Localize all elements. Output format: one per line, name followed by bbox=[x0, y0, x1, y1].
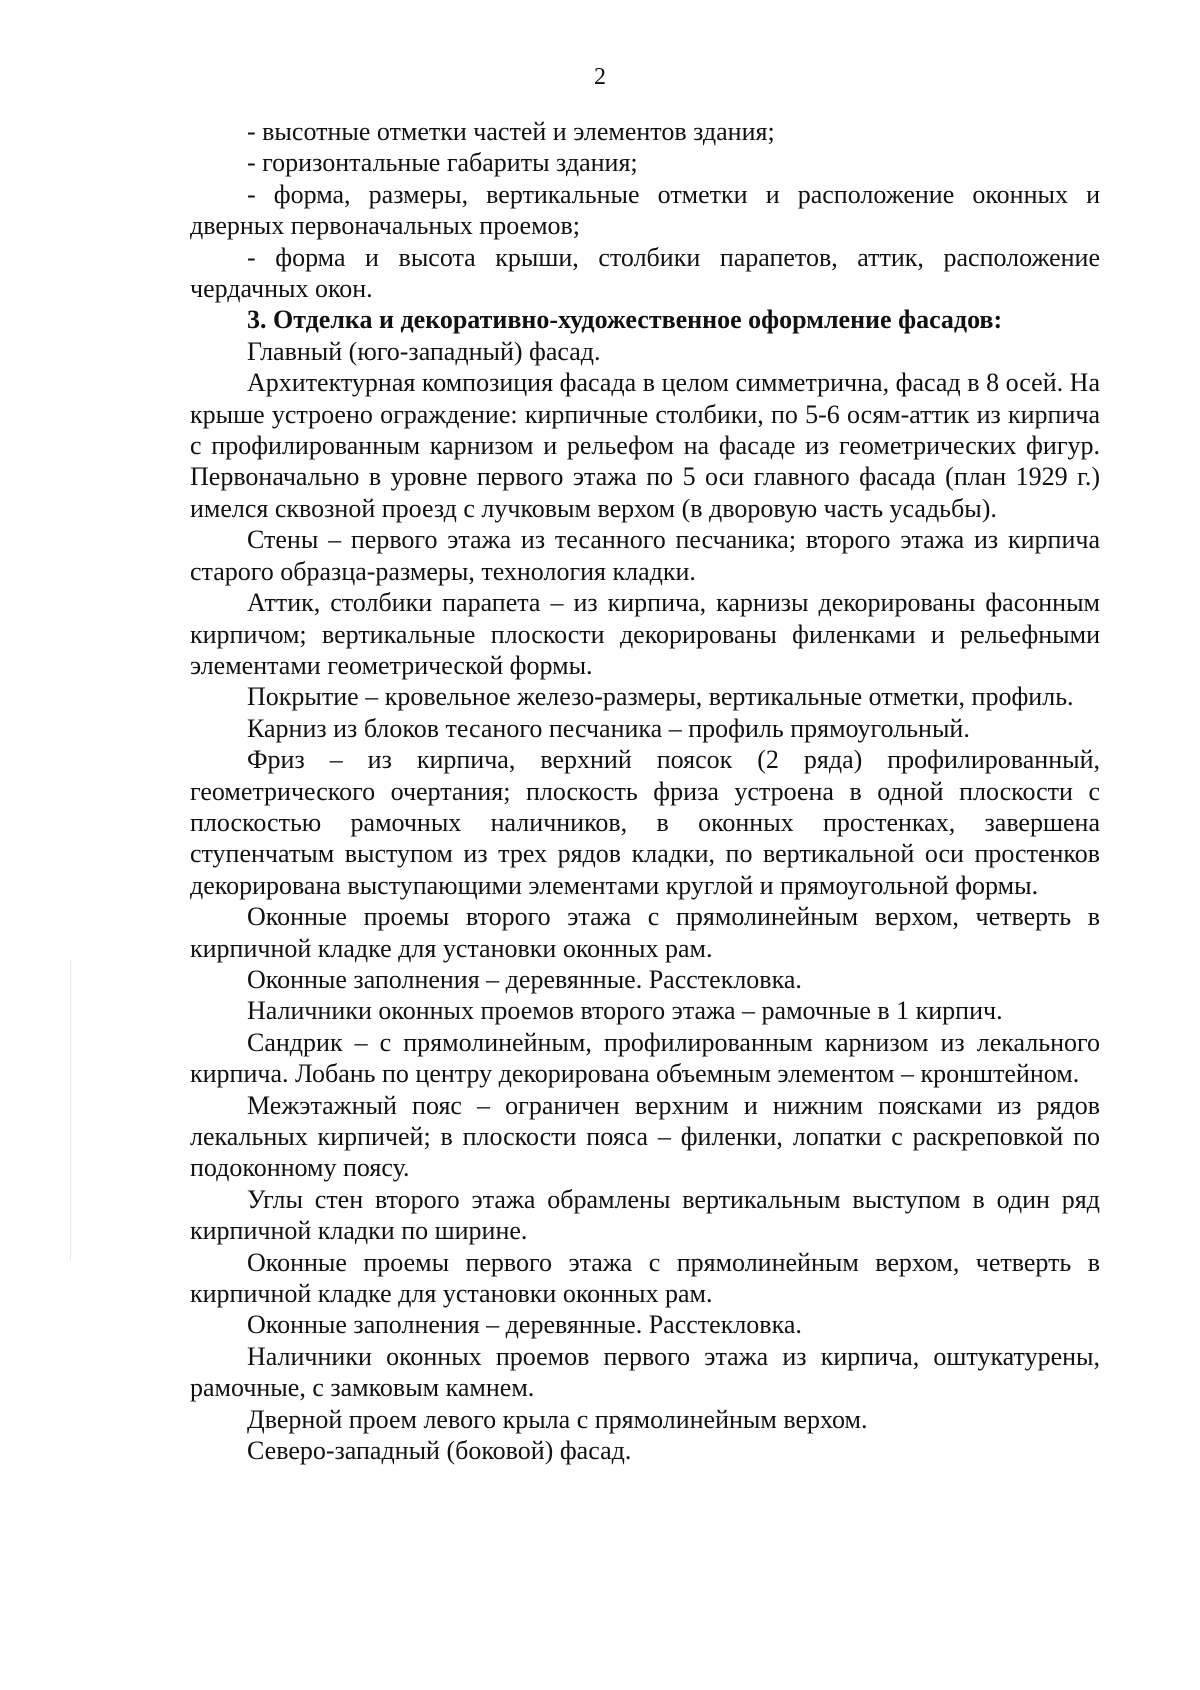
list-item-horizontal-dimensions: - горизонтальные габариты здания; bbox=[247, 148, 638, 178]
paragraph-sandrik: Сандрик – с прямолинейным, профилированным карнизом из лекального кирпича. Лобань по центру декорирована объемным элементом – кронштейном. bbox=[190, 1027, 1100, 1089]
page-number: 2 bbox=[594, 64, 606, 90]
paragraph-lower-trim: Наличники оконных проемов первого этажа из кирпича, оштукатурены, рамочные, с замковым камнем. bbox=[190, 1341, 1100, 1403]
paragraph-corners: Углы стен второго этажа обрамлены вертикальным выступом в один ряд кирпичной кладки по ширине. bbox=[190, 1184, 1100, 1246]
paragraph-walls: Стены – первого этажа из тесанного песчаника; второго этажа из кирпича старого образца-размеры, технология кладки. bbox=[190, 525, 1100, 586]
paragraph-upper-trim: Наличники оконных проемов второго этажа – рамочные в 1 кирпич. bbox=[247, 996, 1003, 1026]
paragraph-frieze: Фриз – из кирпича, верхний поясок (2 ряда) профилированный, геометрического очертания; плоскость фриза устроена в одной плоскости с плоскостью рамочных наличников, в оконных простенках, завершена ступенчатым выступом из трех рядов кладки, по вертикальной оси простенков декорирована выступающими элементами круглой и прямоугольной формы. bbox=[190, 745, 1100, 900]
document-body bbox=[190, 116, 1100, 1466]
paragraph-window-fill-lower: Оконные заполнения – деревянные. Расстекловка. bbox=[247, 1310, 802, 1340]
subheading-side-facade: Северо-западный (боковой) фасад. bbox=[247, 1436, 632, 1466]
list-item-height-marks: - высотные отметки частей и элементов здания; bbox=[247, 117, 775, 146]
paragraph-roofing: Покрытие – кровельное железо-размеры, вертикальные отметки, профиль. bbox=[247, 682, 1074, 712]
paragraph-upper-windows: Оконные проемы второго этажа с прямолинейным верхом, четверть в кирпичной кладке для установки оконных рам. bbox=[190, 902, 1100, 963]
paragraph-lower-windows: Оконные проемы первого этажа с прямолинейным верхом, четверть в кирпичной кладке для установки оконных рам. bbox=[190, 1247, 1100, 1309]
paragraph-belt: Межэтажный пояс – ограничен верхним и нижним поясками из рядов лекальных кирпичей; в плоскости пояса – филенки, лопатки с раскреповкой по подоконному поясу. bbox=[190, 1090, 1100, 1183]
list-item-openings: - форма, размеры, вертикальные отметки и расположение оконных и дверных первоначальных проемов; bbox=[190, 179, 1100, 241]
paragraph-attic: Аттик, столбики парапета – из кирпича, карнизы декорированы фасонным кирпичом; вертикальные плоскости декорированы филенками и рельефными элементами геометрической формы. bbox=[190, 588, 1100, 680]
paragraph-door: Дверной проем левого крыла с прямолинейным верхом. bbox=[247, 1404, 868, 1434]
scan-edge-line bbox=[70, 960, 71, 1260]
section-heading: 3. Отделка и декоративно-художественное оформление фасадов: bbox=[247, 305, 1003, 335]
list-item-roof: - форма и высота крыши, столбики парапетов, аттик, расположение чердачных окон. bbox=[190, 242, 1100, 304]
paragraph-window-fill-upper: Оконные заполнения – деревянные. Расстекловка. bbox=[247, 964, 802, 994]
paragraph-composition: Архитектурная композиция фасада в целом симметрична, фасад в 8 осей. На крыше устроено ограждение: кирпичные столбики, по 5-6 осям-аттик из кирпича с профилированным карнизом и рельефом на фасаде из геометрических фигур. Первоначально в уровне первого этажа по 5 оси главного фасада (план 1929 г.) имелся сквозной проезд с лучковым верхом (в дворовую часть усадьбы). bbox=[190, 368, 1100, 523]
subheading-main-facade: Главный (юго-западный) фасад. bbox=[247, 336, 601, 366]
paragraph-cornice: Карниз из блоков тесаного песчаника – профиль прямоугольный. bbox=[247, 713, 970, 743]
